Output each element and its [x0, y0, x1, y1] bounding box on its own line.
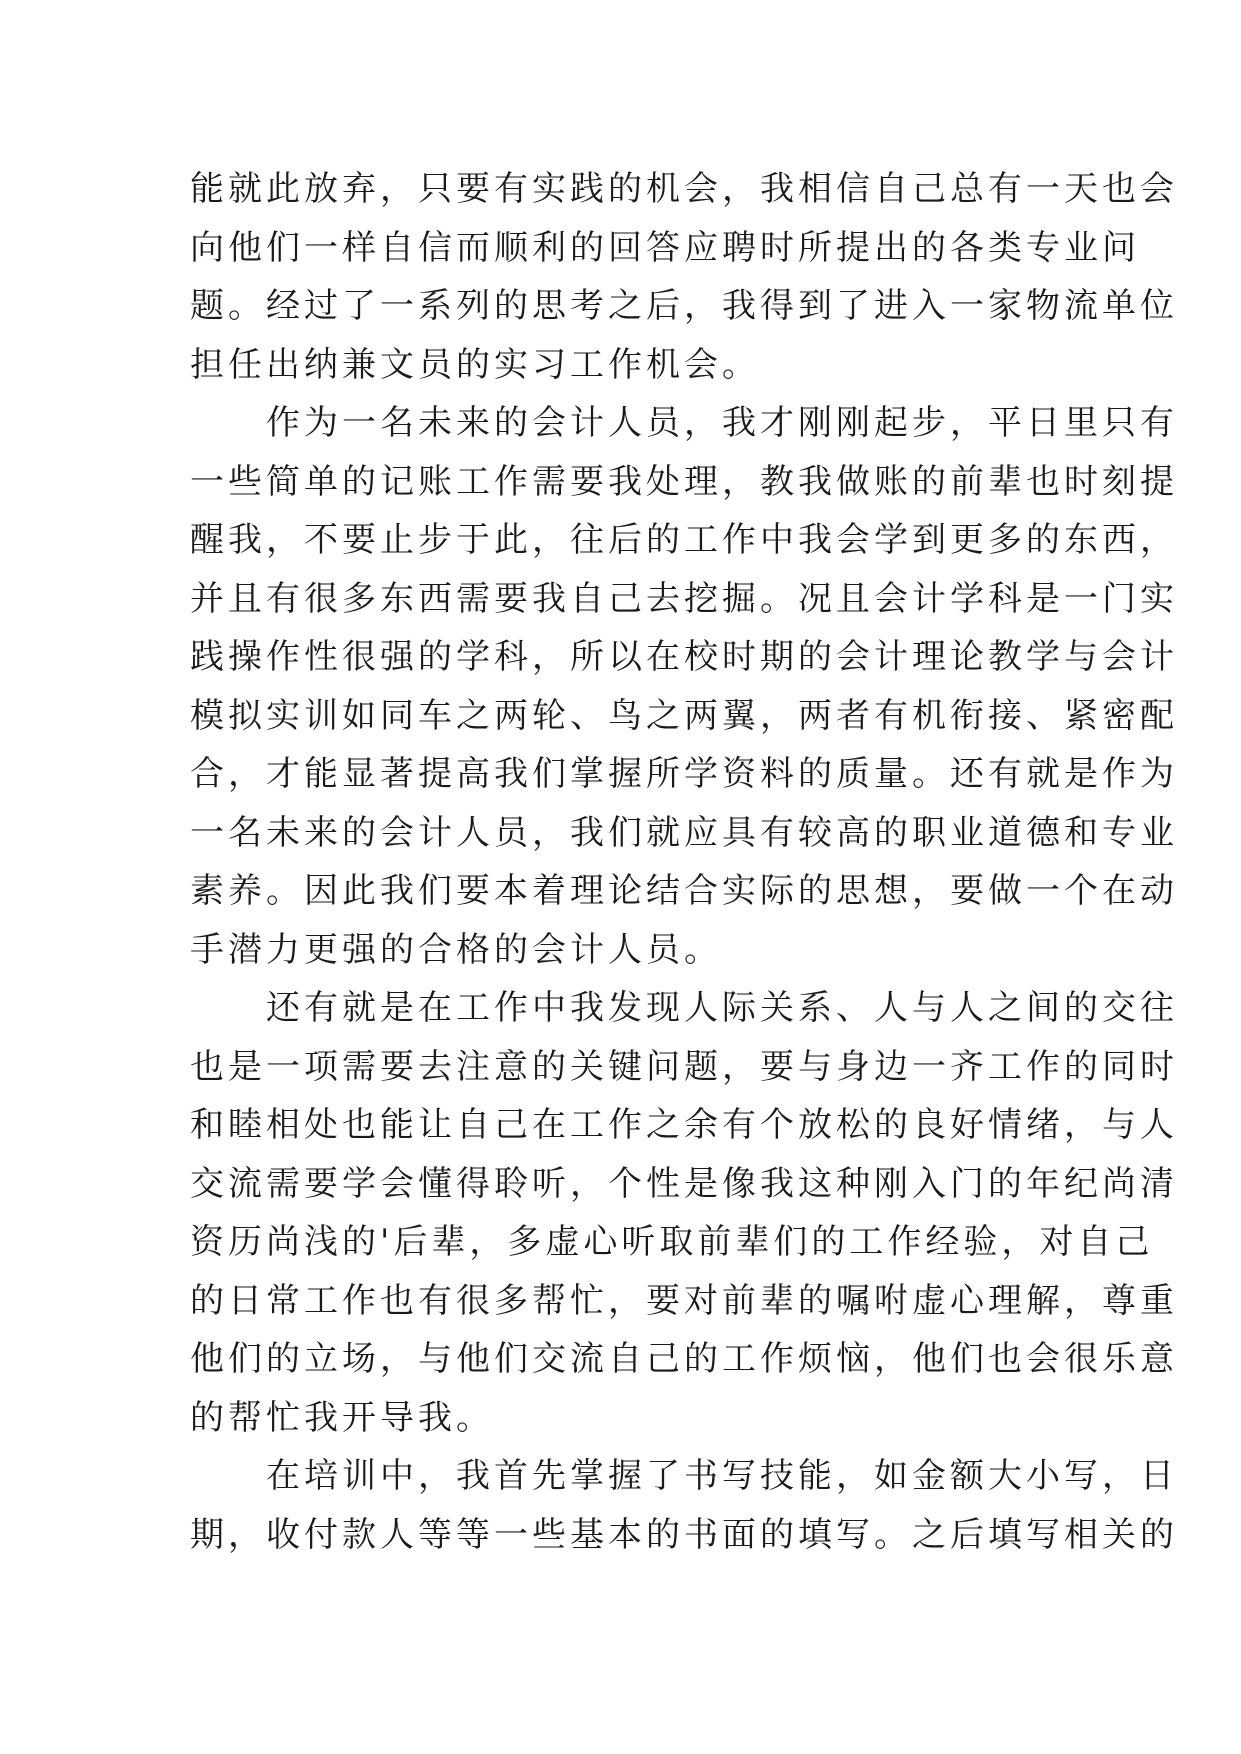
text-line: 他们的立场，与他们交流自己的工作烦恼，他们也会很乐意 [190, 1339, 1178, 1379]
text-line: 醒我，不要止步于此，往后的工作中我会学到更多的东西， [190, 520, 1178, 560]
text-line: 一些简单的记账工作需要我处理，教我做账的前辈也时刻提 [190, 461, 1178, 502]
text-line: 和睦相处也能让自己在工作之余有个放松的良好情绪，与人 [190, 1105, 1178, 1145]
text-line: 资历尚浅的'后辈，多虚心听取前辈们的工作经验，对自己 [190, 1222, 1154, 1262]
text-line: 模拟实训如同车之两轮、鸟之两翼，两者有机衔接、紧密配 [190, 695, 1178, 736]
text-line: 向他们一样自信而顺利的回答应聘时所提出的各类专业问 [190, 227, 1140, 268]
text-line: 并且有很多东西需要我自己去挖掘。况且会计学科是一门实 [190, 578, 1178, 619]
text-line: 合，才能显著提高我们掌握所学资料的质量。还有就是作为 [190, 754, 1178, 794]
text-line: 交流需要学会懂得聆听，个性是像我这种刚入门的年纪尚清 [190, 1163, 1178, 1204]
text-line: 担任出纳兼文员的实习工作机会。 [190, 344, 760, 385]
text-line: 也是一项需要去注意的关键问题，要与身边一齐工作的同时 [190, 1046, 1178, 1087]
text-line: 一名未来的会计人员，我们就应具有较高的职业道德和专业 [190, 812, 1178, 853]
text-line: 素养。因此我们要本着理论结合实际的思想，要做一个在动 [190, 871, 1178, 911]
text-line: 的帮忙我开导我。 [190, 1397, 494, 1438]
text-line: 期，收付款人等等一些基本的书面的填写。之后填写相关的 [190, 1514, 1178, 1555]
text-line: 的日常工作也有很多帮忙，要对前辈的嘱咐虚心理解，尊重 [190, 1280, 1178, 1321]
text-line: 题。经过了一系列的思考之后，我得到了进入一家物流单位 [190, 286, 1178, 326]
text-line: 在培训中，我首先掌握了书写技能，如金额大小写，日 [190, 1456, 1178, 1496]
text-line: 还有就是在工作中我发现人际关系、人与人之间的交往 [190, 988, 1178, 1028]
document-body-text [190, 160, 1178, 1564]
text-line: 作为一名未来的会计人员，我才刚刚起步，平日里只有 [190, 403, 1178, 443]
text-line: 手潜力更强的合格的会计人员。 [190, 929, 722, 970]
text-line: 践操作性很强的学科，所以在校时期的会计理论教学与会计 [190, 637, 1178, 677]
text-line: 能就此放弃，只要有实践的机会，我相信自己总有一天也会 [190, 169, 1178, 209]
